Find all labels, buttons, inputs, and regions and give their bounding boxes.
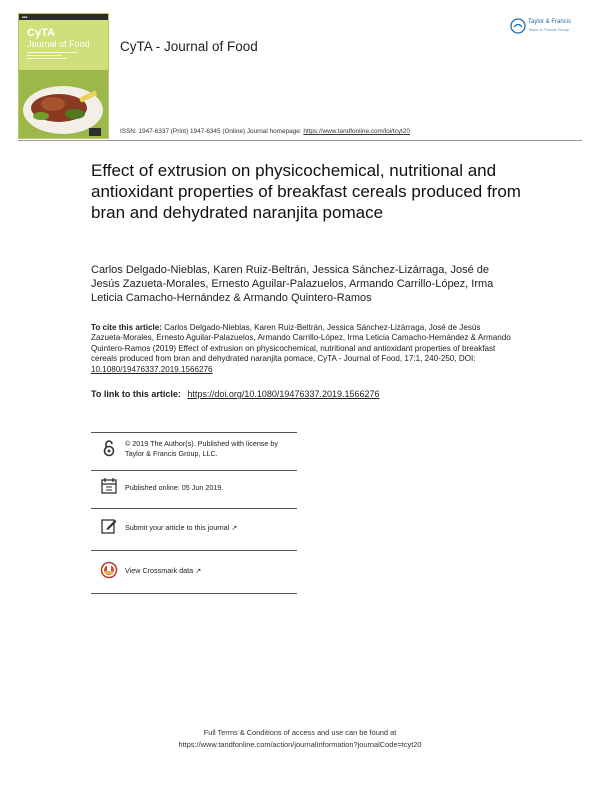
submit-article-text[interactable] [125,523,295,533]
cover-title-short: CyTA [27,27,55,39]
submit-article-box[interactable] [91,508,297,549]
footer-terms-text: Full Terms & Conditions of access and use can be found at [203,728,397,737]
publisher-logo[interactable] [510,16,590,38]
cover-food-photo [19,70,108,138]
article-title: Effect of extrusion on physicochemical, nutritional and antioxidant properties of breakfast cereals produced from bran and dehydrated naranjita pomace [91,161,521,222]
cover-title-long: Journal of Food [27,39,90,49]
issn-line [120,128,410,135]
crossmark-box[interactable] [91,550,297,594]
journal-homepage-link[interactable]: https://www.tandfonline.com/loi/tcyt20 [303,128,410,135]
citation-doi-link[interactable]: 10.1080/19476337.2019.1566276 [91,364,213,374]
submit-icon [100,517,118,535]
footer-terms-link[interactable]: https://www.tandfonline.com/action/journalInformation?journalCode=tcyt20 [178,740,422,749]
publisher-logo-icon [510,18,526,34]
citation-label: To cite this article: [91,323,162,332]
published-online-text: Published online: 05 Jun 2019. [125,483,224,492]
publisher-logo-text: Taylor & Francis [528,19,572,25]
crossmark-icon [100,561,118,579]
open-access-icon [100,439,118,457]
footer [0,727,600,751]
calendar-icon [100,477,118,495]
cover-subtitle-lines [27,52,77,62]
external-link-icon: ↗ [195,566,202,575]
header-divider [18,140,582,141]
published-online-box [91,470,297,507]
journal-name[interactable]: CyTA - Journal of Food [120,39,258,54]
publisher-logo-subtext: Taylor & Francis Group [528,27,569,32]
article-link-label: To link to this article: [91,389,181,399]
article-authors: Carlos Delgado-Nieblas, Karen Ruiz-Beltrán, Jessica Sánchez-Lizárraga, José de Jesús Zazueta-Morales, Ernesto Aguilar-Palazuelos, Armando Carrillo-López, Irma Leticia Camacho-Hernández & Armando Quintero-Ramos [91,264,494,304]
submit-article-label: Submit your article to this journal [125,523,230,532]
crossmark-label: View Crossmark data [125,566,194,575]
citation-text: Carlos Delgado-Nieblas, Karen Ruiz-Beltrán, Jessica Sánchez-Lizárraga, José de Jesús Zazueta-Morales, Ernesto Aguilar-Palazuelos, Armando Carrillo-López, Irma Leticia Camacho-Hernández & Armando Quintero-Ramos (2019) Effect of extrusion on physicochemical, nutritional and antioxidant properties of breakfast cereals produced from bran and dehydrated naranjita pomace, CyTA - Journal of Food, 17:1, 240-250, DOI: [91,323,511,364]
open-access-box [91,432,297,471]
journal-cover: ■■■ CyTA Journal of Food [18,13,109,139]
license-text: © 2019 The Author(s). Published with license by Taylor & Francis Group, LLC. [125,439,278,458]
article-link-line [91,389,380,399]
issn-text: ISSN: 1947-6337 (Print) 1947-6345 (Online) Journal homepage: [120,128,302,135]
article-doi-link[interactable]: https://doi.org/10.1080/19476337.2019.1566276 [187,389,380,399]
external-link-icon: ↗ [231,523,238,532]
citation-block [91,323,511,375]
crossmark-text[interactable] [125,566,295,576]
